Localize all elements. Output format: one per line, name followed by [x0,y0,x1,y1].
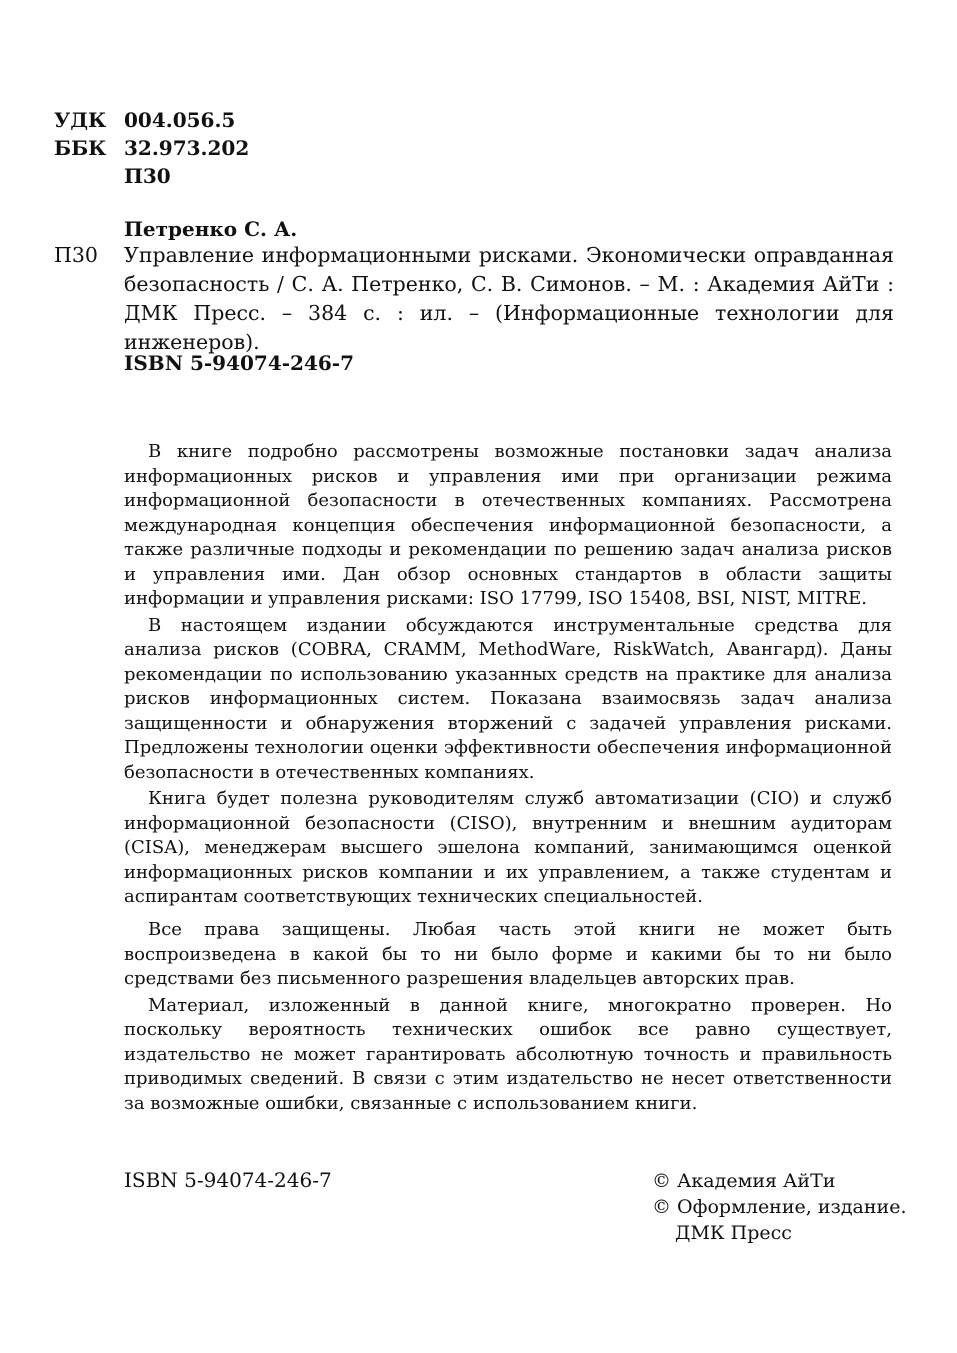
udk-label: УДК [54,108,107,132]
classification-block [54,106,249,190]
udk-row [54,106,249,134]
copyright-line: ДМК Пресс [675,1222,792,1244]
udk-value: 004.056.5 [124,108,236,132]
catalog-description: Управление информационными рисками. Экономически оправданная безопасность / С. А. Петренко, С. В. Симонов. – М. : Академия АйТи : ДМК Пресс. – 384 с. : ил. – (Информационные технологии для инженеров). [124,243,894,354]
abstract-section [124,440,892,912]
copyright-line: © Оформление, издание. [652,1196,907,1218]
abstract-paragraph: В книге подробно рассмотрены возможные постановки задач анализа информационных рисков и управления ими при организации режима информационной безопасности в отечественных компаниях. Рассмотрена международная концепция обеспечения информационной безопасности, а также различные подходы и рекомендации по решению задач анализа рисков и управления ими. Дан обзор основных стандартов в области защиты информации и управления рисками: ISO 17799, ISO 15408, BSI, NIST, MITRE. [124,441,892,609]
copyright-line: © Академия АйТи [652,1170,836,1192]
copyright-block [652,1168,907,1246]
catalog-author: Петренко С. А. [124,217,298,241]
bbk-row [54,134,249,162]
rights-paragraph: Все права защищены. Любая часть этой книги не может быть воспроизведена в какой бы то ни было форме и какими бы то ни было средствами без письменного разрешения владельцев авторских прав. [124,919,892,989]
rights-section [124,918,892,1118]
catalog-entry [54,241,894,357]
catalog-mark: П30 [54,243,98,267]
bbk-label: ББК [54,136,107,160]
footer-isbn: ISBN 5-94074-246-7 [124,1168,332,1192]
abstract-paragraph: Книга будет полезна руководителям служб автоматизации (CIO) и служб информационной безопасности (CISO), внутренним и внешним аудиторам (CISA), менеджерам высшего эшелона компаний, занимающимся оценкой информационных рисков компании и их управлением, а также студентам и аспирантам соответствующих технических специальностей. [124,788,892,907]
rights-paragraph: Материал, изложенный в данной книге, многократно проверен. Но поскольку вероятность технических ошибок все равно существует, издательство не может гарантировать абсолютную точность и правильность приводимых сведений. В связи с этим издательство не несет ответственности за возможные ошибки, связанные с использованием книги. [124,994,892,1114]
author-mark-value: П30 [124,164,171,188]
author-mark-row [54,162,249,190]
abstract-paragraph: В настоящем издании обсуждаются инструментальные средства для анализа рисков (COBRA, CRAMM, MethodWare, RiskWatch, Авангард). Даны рекомендации по использованию указанных средств на практике для анализа рисков информационных систем. Показана взаимосвязь задач анализа защищенности и обнаружения вторжений с задачей управления рисками. Предложены технологии оценки эффективности обеспечения информационной безопасности в отечественных компаниях. [124,614,892,783]
catalog-isbn: ISBN 5-94074-246-7 [124,351,355,375]
bbk-value: 32.973.202 [124,136,250,160]
